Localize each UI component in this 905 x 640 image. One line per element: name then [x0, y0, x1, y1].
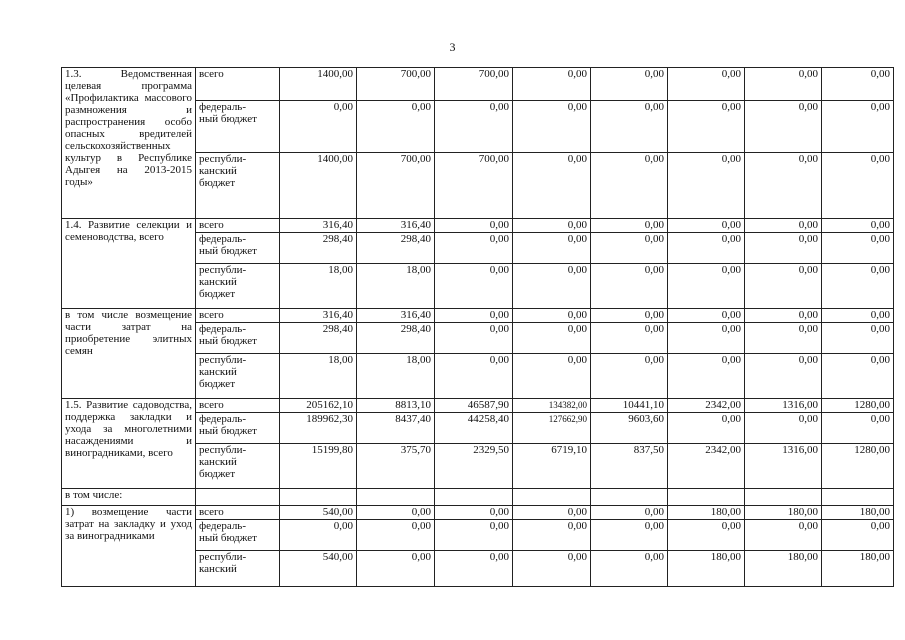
table-row	[62, 399, 894, 413]
kind-total: всего	[196, 506, 280, 520]
value-cell: 0,00	[591, 233, 668, 264]
kind-republic: республи- канский бюджет	[196, 444, 280, 489]
value-cell: 205162,10	[280, 399, 357, 413]
section-title: 1) возмещение части затрат на закладку и уход за виноградниками	[62, 506, 196, 587]
value-cell: 0,00	[513, 101, 591, 153]
value-cell: 316,40	[357, 309, 435, 323]
value-cell: 6719,10	[513, 444, 591, 489]
table-row	[62, 489, 894, 506]
value-cell: 180,00	[668, 506, 745, 520]
value-cell: 0,00	[280, 520, 357, 551]
value-cell: 18,00	[280, 264, 357, 309]
value-cell: 0,00	[435, 354, 513, 399]
value-cell: 0,00	[668, 413, 745, 444]
table-row	[62, 68, 894, 101]
empty-cell	[513, 489, 591, 506]
kind-republic: республи- канский бюджет	[196, 264, 280, 309]
value-cell: 0,00	[591, 551, 668, 587]
value-cell: 0,00	[822, 153, 894, 219]
value-cell: 0,00	[668, 354, 745, 399]
value-cell: 0,00	[513, 520, 591, 551]
value-cell: 0,00	[435, 233, 513, 264]
in-that-number-label: в том числе:	[62, 489, 196, 506]
value-cell: 1400,00	[280, 153, 357, 219]
value-cell: 8813,10	[357, 399, 435, 413]
value-cell: 0,00	[591, 101, 668, 153]
value-cell: 2342,00	[668, 399, 745, 413]
value-cell: 700,00	[357, 153, 435, 219]
value-cell: 1280,00	[822, 444, 894, 489]
value-cell: 0,00	[822, 264, 894, 309]
section-title: 1.3. Ведомственная целевая программа «Профилактика массового размножения и распространения особо опасных вредителей сельскохозяйственных культур в Республике Адыгея на 2013-2015 годы»	[62, 68, 196, 219]
section-title: 1.5. Развитие садоводства, поддержка закладки и ухода за многолетними насаждениями и виноградниками, всего	[62, 399, 196, 489]
value-cell: 0,00	[745, 153, 822, 219]
value-cell: 0,00	[591, 68, 668, 101]
value-cell: 180,00	[822, 551, 894, 587]
value-cell: 15199,80	[280, 444, 357, 489]
value-cell: 298,40	[280, 323, 357, 354]
value-cell: 0,00	[357, 101, 435, 153]
empty-cell	[357, 489, 435, 506]
kind-total: всего	[196, 219, 280, 233]
value-cell: 0,00	[591, 309, 668, 323]
value-cell: 0,00	[591, 520, 668, 551]
value-cell: 127662,90	[513, 413, 591, 444]
kind-total: всего	[196, 68, 280, 101]
value-cell: 189962,30	[280, 413, 357, 444]
value-cell: 540,00	[280, 551, 357, 587]
value-cell: 2329,50	[435, 444, 513, 489]
value-cell: 0,00	[822, 219, 894, 233]
value-cell: 298,40	[357, 323, 435, 354]
value-cell: 0,00	[822, 309, 894, 323]
value-cell: 0,00	[435, 101, 513, 153]
value-cell: 0,00	[357, 520, 435, 551]
value-cell: 10441,10	[591, 399, 668, 413]
kind-federal: федераль- ный бюджет	[196, 233, 280, 264]
value-cell: 0,00	[668, 323, 745, 354]
value-cell: 0,00	[745, 101, 822, 153]
kind-federal: федераль- ный бюджет	[196, 520, 280, 551]
empty-cell	[668, 489, 745, 506]
kind-total: всего	[196, 399, 280, 413]
value-cell: 18,00	[357, 264, 435, 309]
value-cell: 2342,00	[668, 444, 745, 489]
value-cell: 46587,90	[435, 399, 513, 413]
value-cell: 0,00	[357, 551, 435, 587]
value-cell: 18,00	[280, 354, 357, 399]
value-cell: 1316,00	[745, 399, 822, 413]
value-cell: 0,00	[435, 219, 513, 233]
value-cell: 375,70	[357, 444, 435, 489]
kind-federal: федераль- ный бюджет	[196, 323, 280, 354]
value-cell: 0,00	[591, 219, 668, 233]
value-cell: 0,00	[745, 323, 822, 354]
value-cell: 0,00	[668, 153, 745, 219]
value-cell: 0,00	[745, 219, 822, 233]
value-cell: 0,00	[513, 219, 591, 233]
value-cell: 0,00	[668, 68, 745, 101]
value-cell: 0,00	[513, 68, 591, 101]
value-cell: 1280,00	[822, 399, 894, 413]
value-cell: 0,00	[435, 309, 513, 323]
value-cell: 0,00	[668, 520, 745, 551]
value-cell: 0,00	[745, 413, 822, 444]
value-cell: 0,00	[513, 309, 591, 323]
value-cell: 8437,40	[357, 413, 435, 444]
empty-cell	[280, 489, 357, 506]
value-cell: 0,00	[822, 101, 894, 153]
value-cell: 0,00	[591, 506, 668, 520]
value-cell: 0,00	[822, 520, 894, 551]
value-cell: 700,00	[357, 68, 435, 101]
value-cell: 134382,00	[513, 399, 591, 413]
value-cell: 0,00	[435, 264, 513, 309]
value-cell: 0,00	[668, 309, 745, 323]
value-cell: 0,00	[668, 101, 745, 153]
value-cell: 0,00	[513, 551, 591, 587]
value-cell: 0,00	[280, 101, 357, 153]
value-cell: 0,00	[745, 354, 822, 399]
value-cell: 0,00	[668, 264, 745, 309]
value-cell: 0,00	[513, 506, 591, 520]
page-number: 3	[449, 40, 456, 54]
value-cell: 1316,00	[745, 444, 822, 489]
value-cell: 9603,60	[591, 413, 668, 444]
empty-cell	[822, 489, 894, 506]
value-cell: 316,40	[280, 219, 357, 233]
value-cell: 316,40	[280, 309, 357, 323]
value-cell: 0,00	[513, 354, 591, 399]
value-cell: 0,00	[745, 68, 822, 101]
table-row	[62, 309, 894, 323]
value-cell: 0,00	[668, 233, 745, 264]
value-cell: 0,00	[668, 219, 745, 233]
table-row	[62, 219, 894, 233]
value-cell: 700,00	[435, 153, 513, 219]
value-cell: 0,00	[513, 153, 591, 219]
value-cell: 0,00	[822, 233, 894, 264]
kind-total: всего	[196, 309, 280, 323]
value-cell: 700,00	[435, 68, 513, 101]
value-cell: 0,00	[591, 323, 668, 354]
value-cell: 0,00	[745, 309, 822, 323]
value-cell: 0,00	[513, 233, 591, 264]
value-cell: 0,00	[435, 506, 513, 520]
value-cell: 180,00	[745, 551, 822, 587]
value-cell: 0,00	[513, 264, 591, 309]
value-cell: 1400,00	[280, 68, 357, 101]
value-cell: 837,50	[591, 444, 668, 489]
value-cell: 180,00	[822, 506, 894, 520]
value-cell: 316,40	[357, 219, 435, 233]
value-cell: 298,40	[357, 233, 435, 264]
empty-cell	[591, 489, 668, 506]
empty-cell	[745, 489, 822, 506]
value-cell: 0,00	[591, 153, 668, 219]
value-cell: 0,00	[822, 354, 894, 399]
section-title: 1.4. Развитие селекции и семеноводства, всего	[62, 219, 196, 309]
value-cell: 180,00	[745, 506, 822, 520]
empty-cell	[435, 489, 513, 506]
value-cell: 0,00	[745, 520, 822, 551]
value-cell: 0,00	[822, 68, 894, 101]
value-cell: 0,00	[745, 233, 822, 264]
kind-federal: федераль- ный бюджет	[196, 413, 280, 444]
section-title: в том числе возмещение части затрат на приобретение элитных семян	[62, 309, 196, 399]
kind-republic: республи- канский	[196, 551, 280, 587]
empty-cell	[196, 489, 280, 506]
value-cell: 0,00	[591, 264, 668, 309]
budget-table	[61, 67, 894, 587]
value-cell: 0,00	[822, 323, 894, 354]
value-cell: 0,00	[435, 520, 513, 551]
value-cell: 0,00	[357, 506, 435, 520]
kind-republic: республи- канский бюджет	[196, 354, 280, 399]
value-cell: 44258,40	[435, 413, 513, 444]
kind-federal: федераль- ный бюджет	[196, 101, 280, 153]
value-cell: 540,00	[280, 506, 357, 520]
value-cell: 0,00	[745, 264, 822, 309]
table-row	[62, 506, 894, 520]
kind-republic: республи- канский бюджет	[196, 153, 280, 219]
value-cell: 0,00	[822, 413, 894, 444]
value-cell: 0,00	[513, 323, 591, 354]
value-cell: 0,00	[435, 323, 513, 354]
value-cell: 18,00	[357, 354, 435, 399]
value-cell: 180,00	[668, 551, 745, 587]
value-cell: 0,00	[591, 354, 668, 399]
value-cell: 298,40	[280, 233, 357, 264]
value-cell: 0,00	[435, 551, 513, 587]
